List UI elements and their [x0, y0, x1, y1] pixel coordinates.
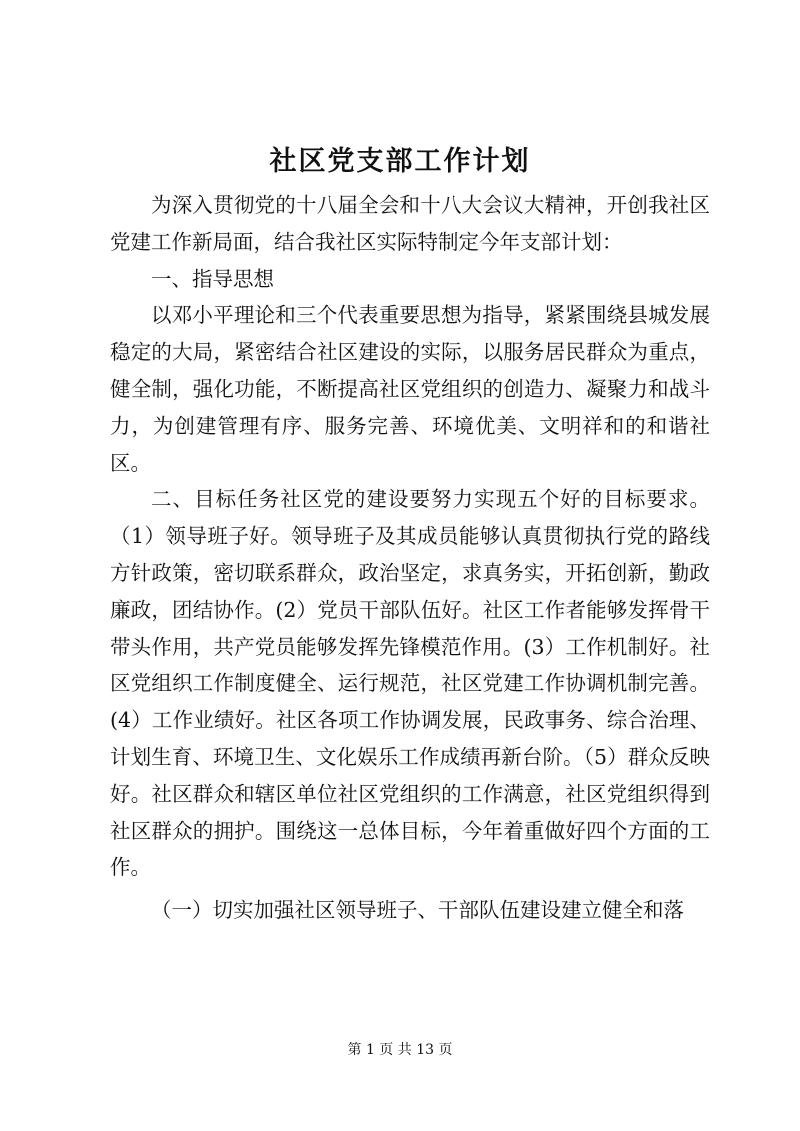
paragraph-section-one: （一）切实加强社区领导班子、干部队伍建设建立健全和落: [151, 898, 684, 923]
document-body: [110, 187, 710, 929]
heading-guiding-ideology: 一、指导思想: [151, 266, 274, 291]
paragraph-objectives: 二、目标任务社区党的建设要努力实现五个好的目标要求。（1）领导班子好。领导班子及其成员能够认真贯彻执行党的路线方针政策，密切联系群众，政治坚定，求真务实，开拓创新，勤政廉政，团结协作。(2）党员干部队伍好。社区工作者能够发挥骨干带头作用，共产党员能够发挥先锋模范作用。(3）工作机制好。社区党组织工作制度健全、运行规范，社区党建工作协调机制完善。(4）工作业绩好。社区各项工作协调发展，民政事务、综合治理、计划生育、环境卫生、文化娱乐工作成绩再新台阶。（5）群众反映好。社区群众和辖区单位社区党组织的工作满意，社区党组织得到社区群众的拥护。围绕这一总体目标，今年着重做好四个方面的工作。: [110, 487, 710, 880]
paragraph-intro: 为深入贯彻党的十八届全会和十八大会议大精神，开创我社区党建工作新局面，结合我社区实际特制定今年支部计划：: [110, 193, 710, 254]
paragraph-guiding-ideology: 以邓小平理论和三个代表重要思想为指导，紧紧围绕县城发展稳定的大局，紧密结合社区建设的实际，以服务居民群众为重点，健全制，强化功能，不断提高社区党组织的创造力、凝聚力和战斗力，为创建管理有序、服务完善、环境优美、文明祥和的和谐社区。: [110, 303, 710, 475]
document-title: 社区党支部工作计划: [269, 146, 531, 177]
page-number-footer: 第 1 页 共 13 页: [347, 1042, 453, 1058]
